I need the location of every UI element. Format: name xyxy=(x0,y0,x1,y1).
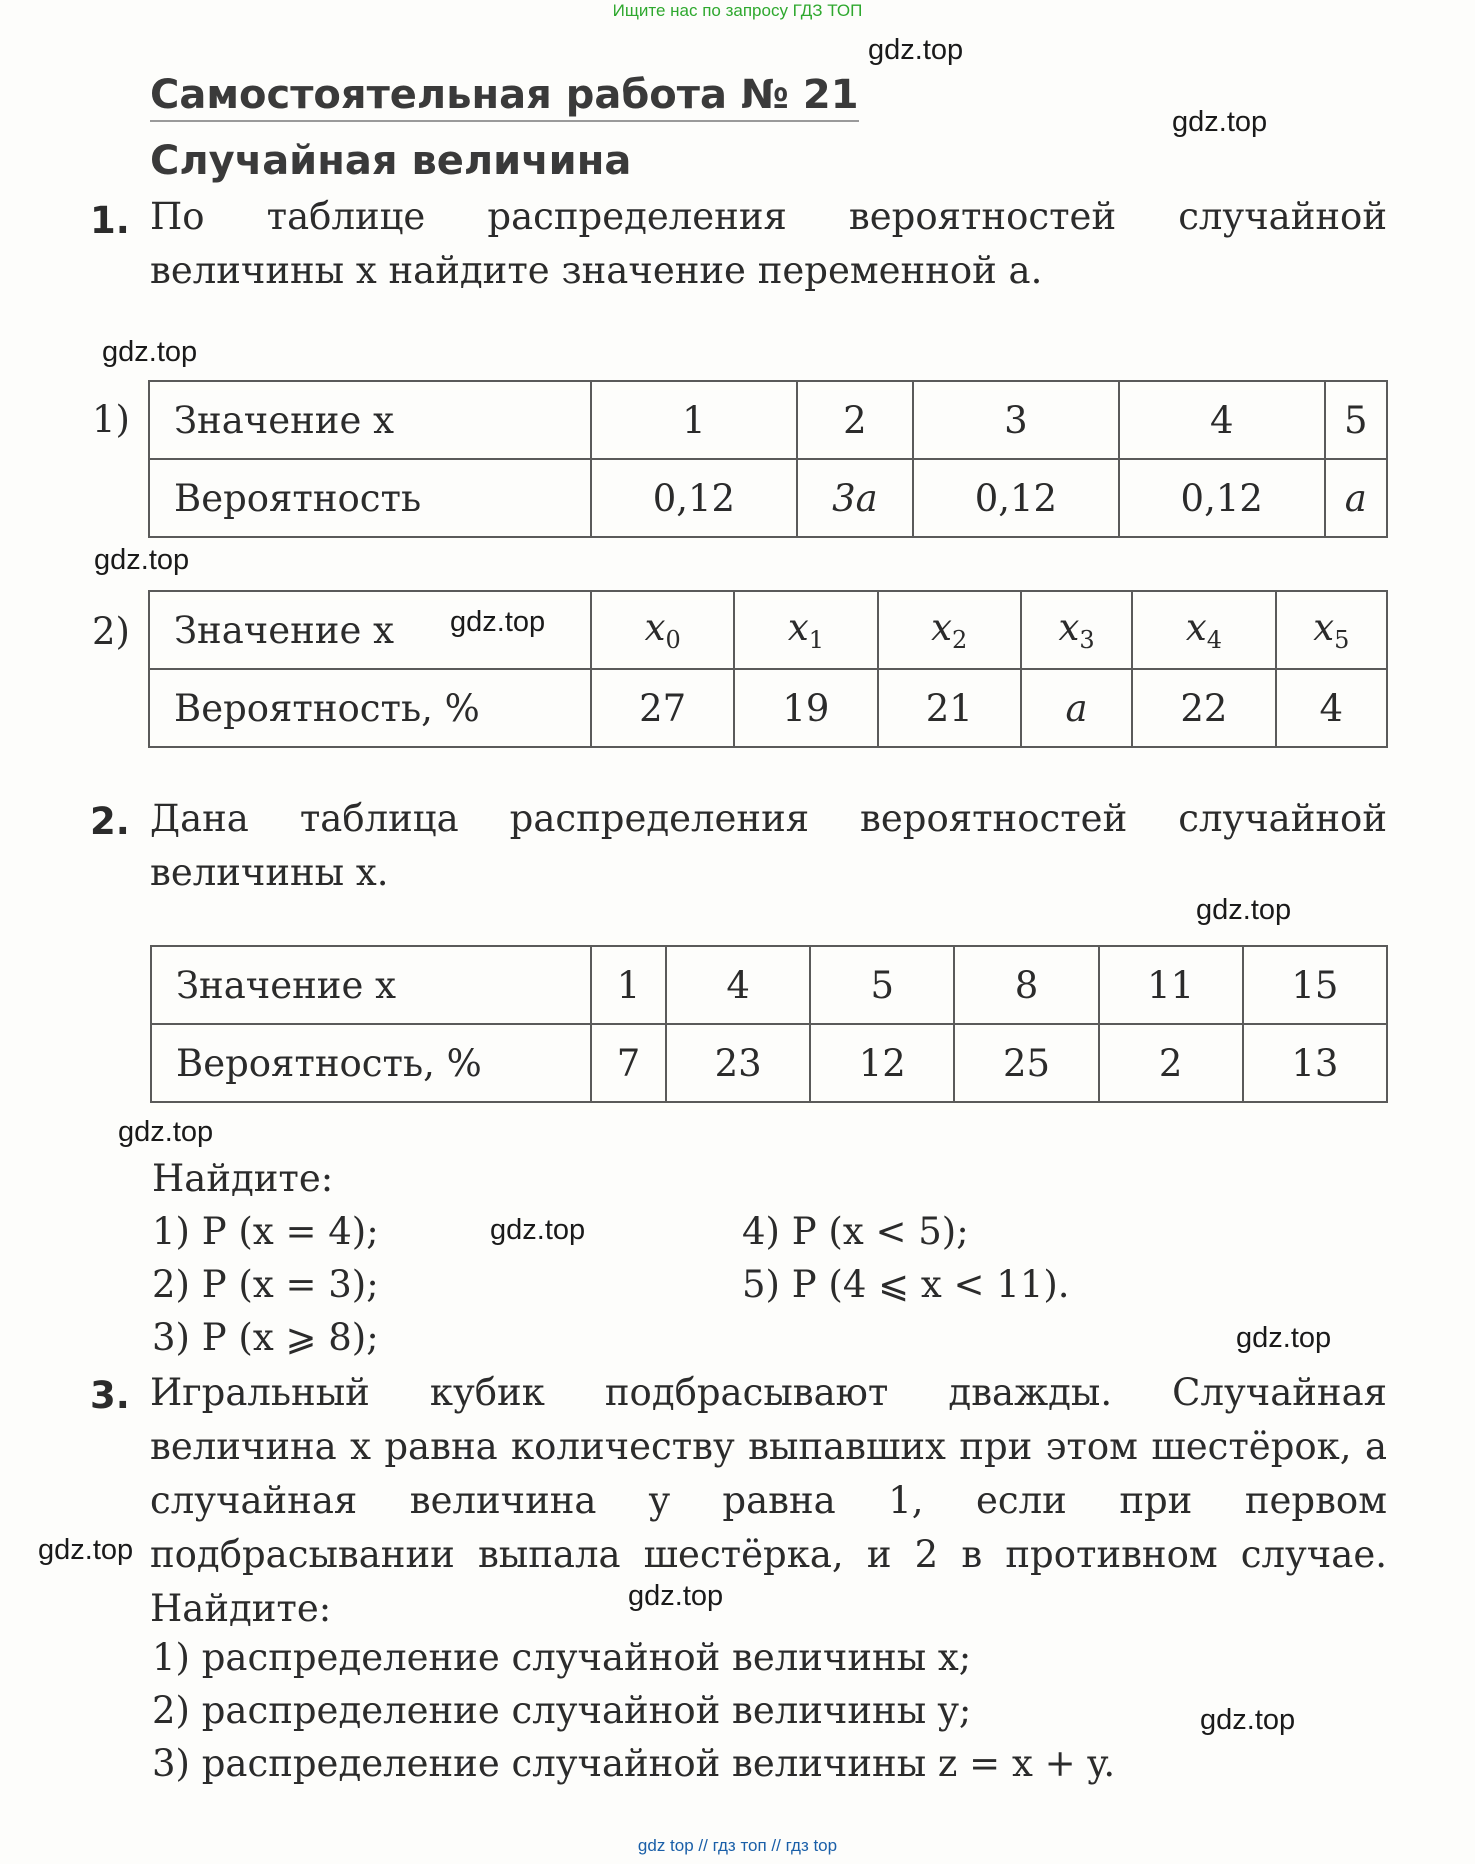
task2-item: 5) P (4 ⩽ x < 11). xyxy=(742,1263,1070,1306)
watermark: gdz.top xyxy=(628,1580,724,1612)
table-cell: Вероятность, % xyxy=(151,1024,591,1102)
table-cell: 1 xyxy=(591,946,666,1024)
task2-item: 2) P (x = 3); xyxy=(152,1263,379,1306)
task3-text: Игральный кубик подбрасывают дважды. Случайная величина x равна количеству выпавших при этом шестёрок, а случайная величина y равна 1, если при первом подбрасывании выпала шестёрка, и 2 в противном случае. Найдите: xyxy=(150,1371,1387,1630)
table-cell: Значение x xyxy=(149,591,591,669)
watermark: gdz.top xyxy=(868,34,964,66)
table-cell: $x_4$ xyxy=(1132,591,1275,669)
watermark: gdz.top xyxy=(490,1214,586,1246)
table-cell: 11 xyxy=(1099,946,1243,1024)
watermark: gdz.top xyxy=(1200,1704,1296,1736)
table-cell: 3 xyxy=(913,381,1119,459)
table-cell: 0,12 xyxy=(591,459,797,537)
table-cell: a xyxy=(1021,669,1132,747)
table-cell: 1 xyxy=(591,381,797,459)
page-title: Самостоятельная работа № 21 xyxy=(150,72,859,122)
watermark: gdz.top xyxy=(118,1116,214,1148)
table-cell: a xyxy=(1325,459,1387,537)
table-cell: 12 xyxy=(810,1024,954,1102)
table-cell: 2 xyxy=(797,381,913,459)
table-cell: 5 xyxy=(1325,381,1387,459)
table-cell: 25 xyxy=(954,1024,1098,1102)
task1-number: 1. xyxy=(90,199,130,242)
task3-number: 3. xyxy=(90,1374,130,1417)
task2-item: 1) P (x = 4); xyxy=(152,1210,379,1253)
table-cell: 21 xyxy=(878,669,1021,747)
task1-text: По таблице распределения вероятностей случайной величины x найдите значение переменной a. xyxy=(150,195,1387,292)
watermark: gdz.top xyxy=(450,606,546,638)
table-cell: Значение x xyxy=(151,946,591,1024)
task2-table xyxy=(150,945,1388,1103)
table-cell: 0,12 xyxy=(913,459,1119,537)
table-cell: 13 xyxy=(1243,1024,1387,1102)
task2-item: 4) P (x < 5); xyxy=(742,1210,969,1253)
table-cell: 5 xyxy=(810,946,954,1024)
table-cell: 7 xyxy=(591,1024,666,1102)
table-cell: 3a xyxy=(797,459,913,537)
table-cell: Вероятность xyxy=(149,459,591,537)
task2-find-label: Найдите: xyxy=(152,1157,334,1200)
table-cell: Значение x xyxy=(149,381,591,459)
table-cell: 19 xyxy=(734,669,877,747)
task3-item: 3) распределение случайной величины z = x + y. xyxy=(152,1742,1116,1785)
table-cell: $x_0$ xyxy=(591,591,734,669)
table-cell: Вероятность, % xyxy=(149,669,591,747)
watermark: gdz.top xyxy=(1236,1322,1332,1354)
task3-item: 2) распределение случайной величины y; xyxy=(152,1689,972,1732)
table-cell: 15 xyxy=(1243,946,1387,1024)
table-cell: 2 xyxy=(1099,1024,1243,1102)
task1-table2 xyxy=(148,590,1388,748)
table-cell: $x_1$ xyxy=(734,591,877,669)
table-cell: $x_5$ xyxy=(1276,591,1387,669)
task2-text: Дана таблица распределения вероятностей случайной величины x. xyxy=(150,797,1387,894)
table-cell: $x_3$ xyxy=(1021,591,1132,669)
page-subtitle: Случайная величина xyxy=(150,138,632,184)
watermark: gdz.top xyxy=(94,544,190,576)
table-cell: 4 xyxy=(666,946,810,1024)
task3-item: 1) распределение случайной величины x; xyxy=(152,1636,972,1679)
task1-table1 xyxy=(148,380,1388,538)
table-cell: 22 xyxy=(1132,669,1275,747)
table-cell: 4 xyxy=(1276,669,1387,747)
watermark: gdz.top xyxy=(1172,106,1268,138)
task2-item: 3) P (x ⩾ 8); xyxy=(152,1316,379,1359)
table-cell: 8 xyxy=(954,946,1098,1024)
footer: gdz top // гдз топ // гдз top xyxy=(637,1836,838,1855)
table-cell: 0,12 xyxy=(1119,459,1325,537)
top-banner: Ищите нас по запросу ГДЗ ТОП xyxy=(612,1,863,20)
watermark: gdz.top xyxy=(1196,894,1292,926)
watermark: gdz.top xyxy=(102,336,198,368)
task1-table2-label: 2) xyxy=(92,610,130,653)
table-cell: 4 xyxy=(1119,381,1325,459)
table-cell: $x_2$ xyxy=(878,591,1021,669)
watermark: gdz.top xyxy=(38,1534,134,1566)
task2-number: 2. xyxy=(90,800,130,843)
task1-table1-label: 1) xyxy=(92,398,130,441)
table-cell: 27 xyxy=(591,669,734,747)
table-cell: 23 xyxy=(666,1024,810,1102)
